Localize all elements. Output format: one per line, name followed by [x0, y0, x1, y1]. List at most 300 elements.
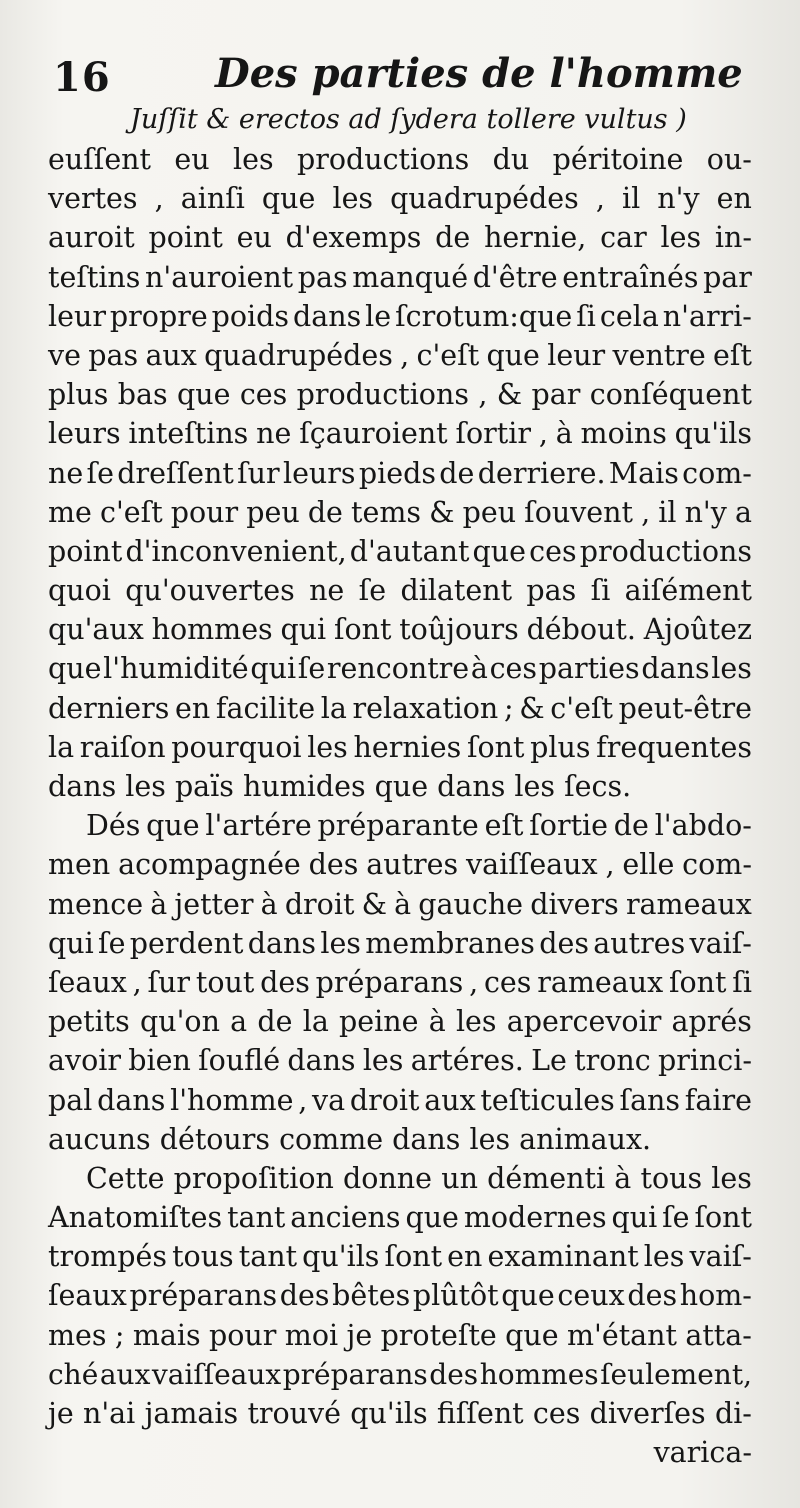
text-line: [48, 140, 752, 179]
word: facilite: [215, 691, 316, 725]
word: men: [48, 848, 111, 882]
word: mais: [132, 1318, 201, 1352]
word: qu'on: [139, 1005, 220, 1039]
word: préparans: [315, 965, 464, 999]
word: manqué: [352, 260, 469, 294]
word: gauche: [418, 887, 524, 921]
word: de: [257, 1005, 293, 1039]
word: peu: [462, 495, 517, 529]
word: droit: [349, 1083, 420, 1117]
word: ſortie: [529, 809, 608, 843]
text-line: [48, 297, 752, 336]
word: des: [429, 1357, 479, 1391]
word: ,: [469, 965, 479, 999]
word: vaiſ-: [689, 926, 752, 960]
word: hommes: [479, 1357, 599, 1391]
word: que: [486, 338, 540, 372]
text-line: [48, 728, 752, 767]
word: les: [660, 221, 702, 255]
word: aiſément: [624, 574, 752, 608]
word: préparante: [317, 809, 479, 843]
word: divers: [530, 887, 619, 921]
word: conſéquent: [589, 378, 752, 412]
word: teſticules: [480, 1083, 615, 1117]
word: productions: [296, 143, 470, 176]
word: propoſition: [173, 1161, 334, 1195]
word: les: [320, 926, 361, 960]
word: raiſon: [79, 730, 166, 764]
text-line: [48, 689, 752, 728]
word: trouvé: [247, 1397, 341, 1430]
text-line: [48, 1316, 752, 1355]
word: tous: [172, 1240, 234, 1274]
word: entraînés: [562, 260, 699, 294]
word: l'abdo-: [654, 809, 752, 843]
word: tant: [227, 1201, 286, 1235]
word: de: [613, 809, 649, 843]
word: ne: [309, 574, 345, 608]
word: démenti: [487, 1161, 606, 1195]
text-line: dans les païs humides que dans les ſecs.: [48, 770, 632, 803]
word: acompagnée: [118, 848, 301, 882]
word: que: [405, 1201, 459, 1235]
text-line: [48, 649, 752, 688]
word: que: [146, 809, 200, 843]
word: ſi: [590, 574, 611, 608]
word: autres: [366, 848, 459, 882]
word: propre: [109, 299, 208, 333]
word: pas: [88, 338, 139, 372]
word: aux: [145, 338, 197, 372]
word: ceux: [557, 1279, 625, 1313]
word: membranes: [365, 926, 535, 960]
word: ne: [48, 456, 84, 490]
word: di-: [714, 1397, 752, 1430]
catchword: varica-: [653, 1436, 752, 1470]
word: leur: [547, 338, 606, 372]
word: que: [501, 1279, 555, 1313]
word: rameaux: [537, 965, 664, 999]
word: ché: [48, 1357, 99, 1391]
word: les: [232, 143, 274, 176]
word: ſe: [86, 456, 114, 490]
word: ſur: [237, 456, 280, 490]
word: ces: [489, 652, 538, 686]
word: que: [505, 1318, 559, 1352]
word: derniers: [48, 691, 170, 725]
text-line: [48, 885, 752, 924]
word: en: [447, 1240, 483, 1274]
word: ſe: [297, 652, 326, 686]
word: hommes: [151, 613, 273, 647]
word: autres: [593, 926, 686, 960]
word: com-: [682, 456, 752, 490]
word: peut-être: [618, 691, 752, 725]
word: aux: [424, 1083, 476, 1117]
word: à: [555, 417, 573, 451]
word: dans: [641, 652, 710, 686]
word: de: [307, 495, 343, 529]
word: quadrupédes: [390, 182, 579, 216]
running-title: Des parties de l'homme: [215, 50, 743, 97]
word: ſont: [694, 1201, 752, 1235]
quote-line: Juſſit & erectos ad ſydera tollere vultus ): [130, 104, 687, 135]
word: &: [496, 378, 523, 412]
word: eu: [174, 143, 210, 176]
word: moi: [284, 1318, 339, 1352]
text-line: [48, 179, 752, 218]
text-line: [48, 218, 752, 257]
word: a: [230, 1005, 248, 1039]
word: pieds: [358, 456, 436, 490]
text-line: [48, 454, 752, 493]
word: d'être: [472, 260, 558, 294]
word: n'ai: [82, 1397, 136, 1430]
text-line: [48, 963, 752, 1002]
word: ſçauroient: [299, 417, 448, 451]
word: inteſtins: [128, 417, 249, 451]
word: ,: [478, 378, 488, 412]
word: n'auroient: [145, 260, 294, 294]
word: tronc: [574, 1044, 651, 1078]
word: ,: [605, 848, 615, 882]
text-line: [48, 1394, 752, 1433]
text-line: [48, 1355, 752, 1394]
word: com-: [682, 848, 752, 882]
word: à: [470, 652, 488, 686]
word: leurs: [48, 417, 121, 451]
word: débout.: [526, 613, 636, 647]
word: Anatomiſtes: [48, 1201, 223, 1235]
word: les: [362, 1044, 404, 1078]
word: les: [455, 1005, 497, 1039]
word: ſouflé: [198, 1044, 281, 1078]
word: artéres.: [410, 1044, 524, 1078]
word: dilatent: [400, 574, 513, 608]
word: ,: [538, 417, 548, 451]
word: ,: [132, 965, 142, 999]
word: ,: [400, 338, 410, 372]
word: ſouvent: [524, 495, 633, 529]
word: Ajoûtez: [643, 613, 752, 647]
word: bas: [117, 378, 168, 412]
word: jetter: [174, 887, 254, 921]
word: ou-: [706, 143, 752, 176]
word: qui: [250, 652, 297, 686]
word: des: [279, 1279, 330, 1313]
word: modernes: [463, 1201, 607, 1235]
word: bêtes: [332, 1279, 411, 1313]
word: ſont: [333, 613, 392, 647]
word: ,: [154, 182, 164, 216]
word: des: [260, 965, 310, 999]
word: ſe: [662, 1201, 690, 1235]
word: l'homme: [170, 1083, 294, 1117]
word: aux: [99, 1357, 151, 1391]
word: préparans: [282, 1357, 428, 1391]
word: à: [150, 887, 168, 921]
word: n'y: [684, 495, 727, 529]
word: c'eſt: [100, 495, 163, 529]
text-line: aucuns détours comme dans les animaux.: [48, 1122, 652, 1156]
word: c'eſt: [416, 338, 480, 372]
word: derriere.: [477, 456, 606, 490]
word: que: [472, 534, 527, 568]
word: ,: [298, 1083, 308, 1117]
word: de: [439, 456, 475, 490]
word: ſcrotum:que: [395, 299, 573, 333]
word: anciens: [290, 1201, 401, 1235]
text-line: [48, 924, 752, 963]
word: préparans: [129, 1279, 278, 1313]
word: princi-: [657, 1044, 752, 1078]
word: de: [435, 221, 471, 255]
text-line: [48, 1237, 752, 1276]
word: ventre: [612, 338, 706, 372]
word: ſeulement,: [600, 1357, 752, 1391]
word: l'humidité: [103, 652, 249, 686]
word: Le: [531, 1044, 567, 1078]
word: euſſent: [48, 143, 151, 176]
word: eſt: [484, 809, 524, 843]
word: ſi: [576, 299, 596, 333]
word: les: [711, 652, 752, 686]
word: ſur: [147, 965, 191, 999]
word: dans: [97, 1083, 166, 1117]
word: tant: [238, 1240, 298, 1274]
word: donne: [343, 1161, 433, 1195]
word: mes: [48, 1318, 107, 1352]
word: ſans: [619, 1083, 681, 1117]
word: ſortir: [455, 417, 531, 451]
word: pas: [526, 574, 577, 608]
word: pal: [48, 1083, 93, 1117]
word: le: [365, 299, 392, 333]
word: vaiſſeaux: [466, 848, 598, 882]
text-line: [48, 1198, 752, 1237]
word: ſi: [732, 965, 752, 999]
word: aprés: [671, 1005, 752, 1039]
word: par: [531, 378, 581, 412]
word: tout: [195, 965, 255, 999]
word: &: [519, 691, 545, 725]
word: productions: [579, 534, 752, 568]
word: elle: [622, 848, 675, 882]
word: quoi: [48, 574, 111, 608]
word: du: [492, 143, 530, 176]
word: hernies: [353, 730, 462, 764]
word: jamais: [144, 1397, 239, 1430]
text-line: [48, 1081, 752, 1120]
page-number: 16: [53, 54, 111, 101]
word: ces: [532, 1397, 581, 1430]
word: ;: [114, 1318, 125, 1352]
word: tous: [640, 1161, 703, 1195]
text-line: [48, 414, 752, 453]
word: à: [260, 887, 278, 921]
text-line: [48, 1276, 752, 1315]
word: tems: [351, 495, 422, 529]
word: que: [261, 182, 316, 216]
word: à: [614, 1161, 632, 1195]
word: m'étant: [567, 1318, 677, 1352]
word: par: [703, 260, 752, 294]
word: ;: [503, 691, 514, 725]
word: examinant: [487, 1240, 639, 1274]
word: ſe: [358, 574, 387, 608]
word: leur: [48, 299, 106, 333]
word: les: [307, 730, 348, 764]
word: des: [308, 848, 359, 882]
word: les: [643, 1240, 685, 1274]
text-line: [48, 571, 752, 610]
word: peu: [246, 495, 300, 529]
word: c'eſt: [550, 691, 613, 725]
word: ,: [641, 495, 651, 529]
word: perdent: [129, 926, 244, 960]
word: &: [429, 495, 455, 529]
word: rameaux: [625, 887, 752, 921]
word: ſont: [668, 965, 727, 999]
word: dans: [247, 926, 316, 960]
word: péritoine: [552, 143, 684, 176]
word: il: [621, 182, 641, 216]
word: ve: [48, 338, 81, 372]
page-header: [45, 50, 765, 110]
word: petits: [48, 1005, 130, 1039]
word: pas: [297, 260, 348, 294]
word: peine: [339, 1005, 419, 1039]
word: je: [346, 1318, 373, 1352]
word: qui: [280, 613, 327, 647]
word: ſont: [384, 1240, 443, 1274]
word: ſeaux: [48, 1279, 127, 1313]
word: un: [441, 1161, 478, 1195]
word: dreſſent: [117, 456, 234, 490]
word: que: [48, 652, 102, 686]
word: point: [148, 221, 223, 255]
word: bien: [128, 1044, 191, 1078]
word: auroit: [48, 221, 135, 255]
text-line: [48, 532, 752, 571]
word: Cette: [86, 1161, 165, 1195]
word: à: [428, 1005, 446, 1039]
word: ,: [595, 182, 605, 216]
word: plus: [530, 730, 591, 764]
word: eu: [236, 221, 272, 255]
text-line: [48, 845, 752, 884]
word: en: [175, 691, 211, 725]
word: a: [734, 495, 752, 529]
word: ainſi: [180, 182, 245, 216]
word: je: [48, 1397, 74, 1430]
word: l'artére: [205, 809, 312, 843]
word: teſtins: [48, 260, 141, 294]
word: vaiſſeaux: [151, 1357, 282, 1391]
word: toûjours: [399, 613, 519, 647]
text-line: [48, 493, 752, 532]
word: d'autant: [349, 534, 470, 568]
word: ces: [483, 965, 532, 999]
word: va: [312, 1083, 346, 1117]
word: productions: [296, 378, 469, 412]
word: apercevoir: [506, 1005, 662, 1039]
word: pour: [170, 495, 239, 529]
word: qu'ouvertes: [125, 574, 295, 608]
word: rencontre: [326, 652, 470, 686]
word: en: [716, 182, 752, 216]
word: d'exemps: [285, 221, 422, 255]
word: la: [48, 730, 75, 764]
word: pour: [209, 1318, 277, 1352]
word: qu'ils: [350, 1397, 428, 1430]
word: atta-: [685, 1318, 752, 1352]
word: mence: [48, 887, 144, 921]
word: des: [539, 926, 589, 960]
text-line: [48, 610, 752, 649]
word: les: [711, 1161, 752, 1195]
text-line: [48, 375, 752, 414]
text-line: [48, 258, 752, 297]
body-text: [48, 140, 752, 1472]
text-line: [48, 336, 752, 375]
word: droit: [284, 887, 355, 921]
word: car: [600, 221, 647, 255]
word: fiſſent: [436, 1397, 524, 1430]
word: avoir: [48, 1044, 121, 1078]
word: ne: [256, 417, 292, 451]
word: d'inconvenient,: [125, 534, 347, 568]
word: point: [48, 534, 123, 568]
word: &: [361, 887, 387, 921]
word: diverſes: [589, 1397, 706, 1430]
word: à: [394, 887, 412, 921]
word: la: [302, 1005, 329, 1039]
word: eſt: [713, 338, 752, 372]
word: ces: [239, 378, 288, 412]
word: parties: [538, 652, 640, 686]
word: qui: [48, 926, 94, 960]
word: vaiſ-: [689, 1240, 752, 1274]
word: in-: [714, 221, 752, 255]
word: frequentes: [596, 730, 752, 764]
word: que: [176, 378, 231, 412]
word: pourquoi: [171, 730, 302, 764]
word: les: [332, 182, 374, 216]
word: il: [658, 495, 677, 529]
word: Mais: [608, 456, 679, 490]
word: leurs: [282, 456, 356, 490]
word: me: [48, 495, 92, 529]
word: plûtôt: [412, 1279, 499, 1313]
word: relaxation: [352, 691, 499, 725]
word: poids: [211, 299, 290, 333]
word: plus: [48, 378, 109, 412]
word: trompés: [48, 1240, 167, 1274]
word: n'arri-: [662, 299, 752, 333]
word: vertes: [48, 182, 138, 216]
word: cela: [599, 299, 659, 333]
text-line: [48, 1002, 752, 1041]
word: proteſte: [380, 1318, 497, 1352]
word: ſe: [98, 926, 126, 960]
word: qu'ils: [302, 1240, 380, 1274]
word: ces: [529, 534, 577, 568]
word: ſeaux: [48, 965, 127, 999]
word: ſont: [466, 730, 525, 764]
word: Dés: [86, 809, 141, 843]
text-line: [48, 1159, 752, 1198]
